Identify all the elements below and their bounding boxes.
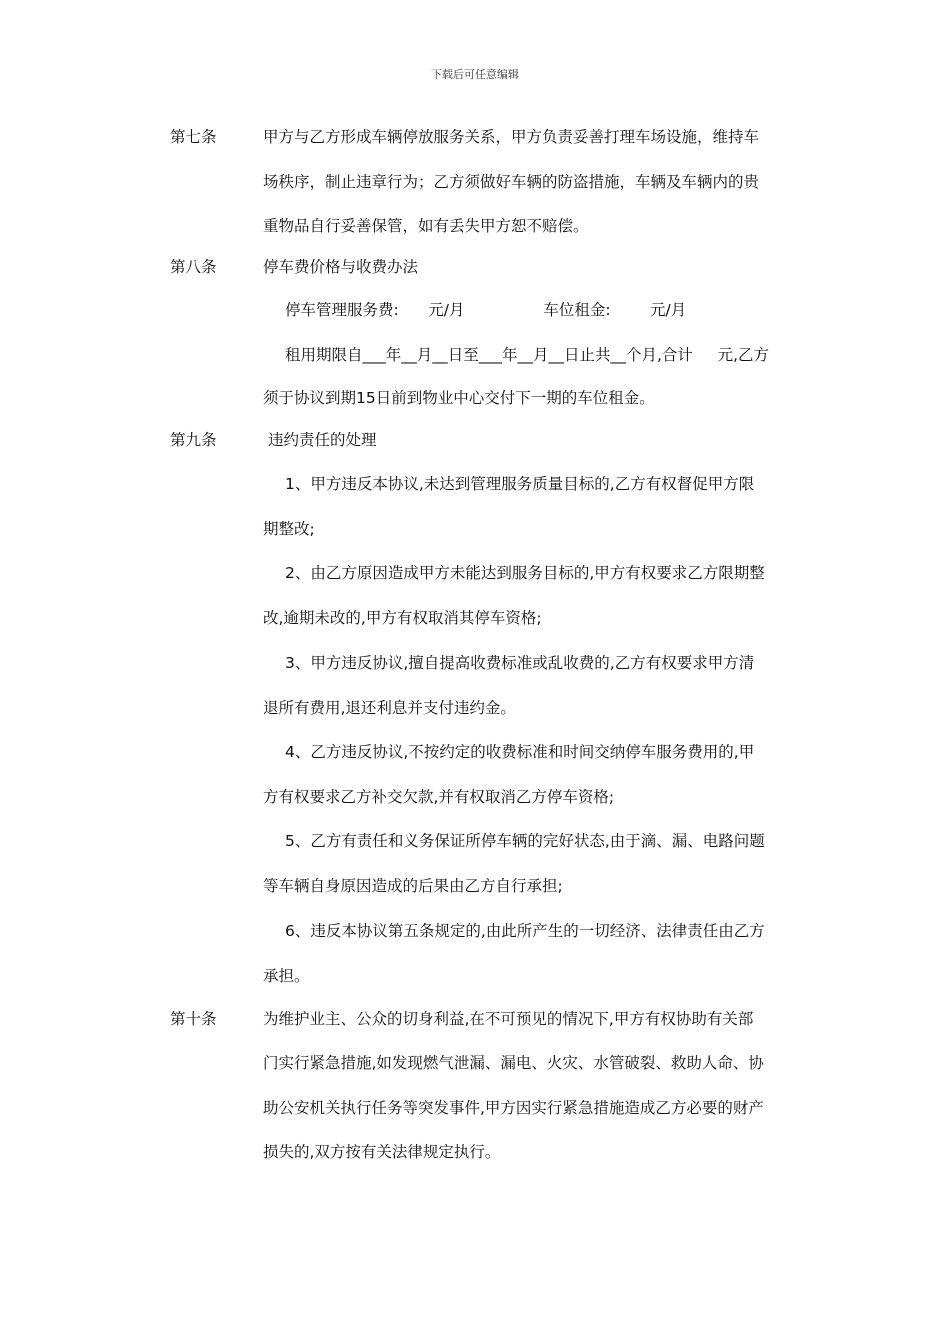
article-10-label: 第十条 <box>170 1010 217 1028</box>
article-7-line-3: 重物品自行妥善保管，如有丢失甲方恕不赔偿。 <box>263 217 589 235</box>
article-8-label: 第八条 <box>170 258 217 276</box>
article-7-label: 第七条 <box>170 128 217 146</box>
article-8-term-line-2: 须于协议到期15日前到物业中心交付下一期的车位租金。 <box>263 389 655 407</box>
article-10-line-3: 助公安机关执行任务等突发事件,甲方因实行紧急措施造成乙方必要的财产 <box>263 1099 764 1117</box>
page-header: 下载后可任意编辑 <box>431 68 519 81</box>
article-9-item-4a: 4、乙方违反协议,不按约定的收费标准和时间交纳停车服务费用的,甲 <box>285 743 755 761</box>
article-9-item-6b: 承担。 <box>263 967 310 985</box>
article-9-item-3a: 3、甲方违反协议,擅自提高收费标准或乱收费的,乙方有权要求甲方清 <box>285 654 755 672</box>
article-10-line-4: 损失的,双方按有关法律规定执行。 <box>263 1143 501 1161</box>
article-9-item-5a: 5、乙方有责任和义务保证所停车辆的完好状态,由于滴、漏、电路问题 <box>285 832 765 850</box>
article-8-fee-line: 停车管理服务费: 元/月 车位租金: 元/月 <box>285 301 687 319</box>
article-9-item-3b: 退所有费用,退还利息并支付违约金。 <box>263 699 516 717</box>
article-9-item-2b: 改,逾期未改的,甲方有权取消其停车资格; <box>263 609 542 627</box>
article-10-line-1: 为维护业主、公众的切身利益,在不可预见的情况下,甲方有权协助有关部 <box>263 1010 754 1028</box>
article-9-item-2a: 2、由乙方原因造成甲方未能达到服务目标的,甲方有权要求乙方限期整 <box>285 564 765 582</box>
article-9-item-4b: 方有权要求乙方补交欠款,并有权取消乙方停车资格; <box>263 788 615 806</box>
article-7-line-1: 甲方与乙方形成车辆停放服务关系，甲方负责妥善打理车场设施，维持车 <box>263 128 760 146</box>
article-9-item-6a: 6、违反本协议第五条规定的,由此所产生的一切经济、法律责任由乙方 <box>285 922 765 940</box>
article-9-label: 第九条 <box>170 431 217 449</box>
article-9-title: 违约责任的处理 <box>268 431 377 449</box>
article-10-line-2: 门实行紧急措施,如发现燃气泄漏、漏电、火灾、水管破裂、救助人命、协 <box>263 1054 764 1072</box>
article-7-line-2: 场秩序，制止违章行为；乙方须做好车辆的防盗措施，车辆及车辆内的贵 <box>263 173 760 191</box>
article-9-item-1a: 1、甲方违反本协议,未达到管理服务质量目标的,乙方有权督促甲方限 <box>285 475 755 493</box>
article-9-item-5b: 等车辆自身原因造成的后果由乙方自行承担; <box>263 877 563 895</box>
article-8-title: 停车费价格与收费办法 <box>263 258 419 276</box>
article-8-term-line: 租用期限自___年__月__日至___年__月__日止共__个月,合计 元,乙方 <box>285 346 769 364</box>
article-9-item-1b: 期整改; <box>263 520 315 538</box>
